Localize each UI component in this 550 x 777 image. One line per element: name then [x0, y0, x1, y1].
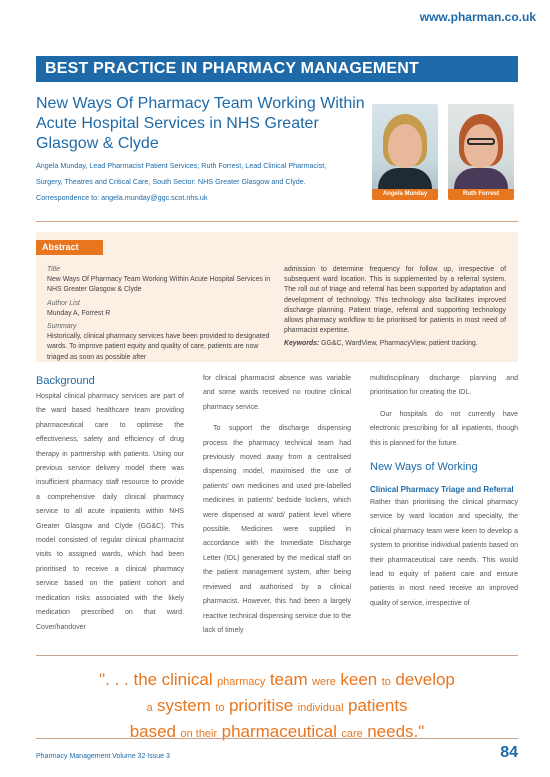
- paragraph: multidisciplinary discharge planning and prioritisation for creating the IDL.: [370, 375, 518, 397]
- subheading-triage-referral: Clinical Pharmacy Triage and Referral: [370, 485, 514, 495]
- author-line: Angela Munday, Lead Pharmacist Patient Services; Ruth Forrest, Lead Clinical Pharmacist,: [36, 161, 327, 170]
- photo-face: [464, 124, 498, 168]
- quote-word: keen: [340, 670, 378, 689]
- quote-word: ". . . the: [99, 670, 158, 689]
- quote-word: care: [341, 728, 363, 740]
- paragraph: Hospital clinical pharmacy services are part of the ward based healthcare team providing pharmaceutical care to optimise the effectiveness, safety and efficiency of drug therapy in partnership with patients. Using our previous service delivery model there was insufficient pharmacy staff resource to provide a comprehensive daily clinical pharmacy service to all acute inpatients within NHS Greater Glasgow and Clyde (GG&C). This model consisted of regular clinical pharmacist visits to assigned wards, which had been prioritised to receive a clinical pharmacy service based on the patient cohort and medication risks associated with the likely medication prescribed on that ward. Cover/handover: [36, 393, 184, 631]
- photo-caption: Angela Munday: [372, 189, 438, 200]
- section-heading-background: Background: [36, 375, 95, 387]
- paragraph: Rather than prioritising the clinical pharmacy service by ward location and specialty, the clinical pharmacy team were keen to develop a system to prioritise individual patients based on their pharmaceutical care needs. This would lead to equity of patient care and ensure patients in most need receive an improved quality of service, irrespective of: [370, 499, 518, 607]
- quote-word: clinical: [161, 670, 213, 689]
- abstract-summary-continued: admission to determine frequency for follow up, irrespective of subsequent ward location. This is supplemented by a referral system. The roll out of triage and referral has been supported by adaptation and development of technology. This technology also facilitates improved discharge planning. Patient triage, referral and supporting technology allows pharmacy workflow to be prioritised for patients in most need of pharmacist expertise.: [284, 266, 506, 335]
- abstract-left-column: [47, 265, 273, 363]
- quote-word: patients: [348, 696, 408, 715]
- quote-word: a: [146, 702, 153, 714]
- quote-line: [36, 720, 518, 746]
- author-affiliations: [36, 158, 366, 206]
- quote-line: [36, 668, 518, 694]
- keywords-text: GG&C, WardView, PharmacyView, patient tracking.: [321, 340, 478, 348]
- author-line: Surgery, Theatres and Critical Care, South Sector: NHS Greater Glasgow and Clyde.: [36, 177, 306, 186]
- quote-word: team: [269, 670, 308, 689]
- quote-word: were: [312, 676, 336, 688]
- quote-word: individual: [297, 702, 344, 714]
- quote-word: prioritise: [228, 696, 294, 715]
- author-photo-ruth-forrest: [448, 104, 514, 200]
- article-title: New Ways Of Pharmacy Team Working Within Acute Hospital Services in NHS Greater Glasgow & Clyde: [36, 95, 365, 152]
- abstract-title-label: Title: [47, 266, 60, 273]
- quote-word: to: [381, 676, 391, 688]
- quote-word: pharmacy: [217, 676, 266, 688]
- photo-caption: Ruth Forrest: [448, 189, 514, 200]
- pull-quote: [36, 668, 518, 746]
- quote-top-rule: [36, 655, 518, 656]
- abstract-title-text: New Ways Of Pharmacy Team Working Within Acute Hospital Services in NHS Greater Glasgow & Clyde: [47, 276, 271, 294]
- section-heading-new-ways: New Ways of Working: [370, 461, 478, 474]
- abstract-heading: Abstract: [36, 240, 103, 255]
- body-column-1: [36, 372, 184, 635]
- paragraph: Our hospitals do not currently have electronic prescribing for all inpatients, though this is planned for the future.: [370, 410, 518, 447]
- quote-bottom-rule: [36, 738, 518, 739]
- correspondence-line: Correspondence to: angela.munday@ggc.scot.nhs.uk: [36, 193, 208, 202]
- abstract-summary-text: Historically, clinical pharmacy services have been provided to designated wards. To improve patient equity and quality of care, patients are now triaged as soon as possible after: [47, 333, 270, 361]
- divider: [36, 221, 518, 222]
- quote-word: develop: [395, 670, 455, 689]
- abstract-summary-label: Summary: [47, 323, 77, 331]
- author-photo-angela-munday: [372, 104, 438, 200]
- body-column-3: [370, 372, 518, 611]
- abstract-keywords: [284, 339, 506, 349]
- website-url[interactable]: www.pharman.co.uk: [419, 10, 536, 24]
- quote-word: on their: [180, 728, 218, 740]
- quote-word: based: [129, 722, 177, 741]
- abstract-author-text: Munday A, Forrest R: [47, 309, 111, 317]
- page-number: 84: [500, 744, 518, 761]
- quote-word: system: [157, 696, 211, 715]
- abstract-right-column: [284, 265, 506, 350]
- keywords-label: Keywords:: [284, 340, 320, 348]
- abstract-author-label: Author List: [47, 299, 80, 307]
- quote-word: needs.": [367, 722, 425, 741]
- photo-face: [388, 124, 422, 168]
- body-column-2: [203, 372, 351, 638]
- quote-word: pharmaceutical: [221, 722, 337, 741]
- quote-word: to: [215, 702, 225, 714]
- paragraph: To support the discharge dispensing process the pharmacy technical team had previously moved away from a centralised dispensing model, maximised the use of patients' own medicines and used pre-labelled medicines in patients' bedside lockers, which were dispensed at ward/ patient level where possible. Medicines were supplied in accordance with the Immediate Discharge Letter (IDL) generated by the medical staff on the patient management system, after being reviewed and authorised by a clinical pharmacist. However, this had been a largely reactive technical dispensing service due to the lack of timely: [203, 425, 351, 634]
- glasses-icon: [467, 138, 495, 145]
- paragraph: for clinical pharmacist absence was variable and some wards received no routine clinical pharmacy service.: [203, 375, 351, 411]
- section-banner: BEST PRACTICE IN PHARMACY MANAGEMENT: [36, 56, 518, 82]
- journal-footer: Pharmacy Management Volume 32 Issue 3: [36, 753, 170, 760]
- quote-line: [36, 694, 518, 720]
